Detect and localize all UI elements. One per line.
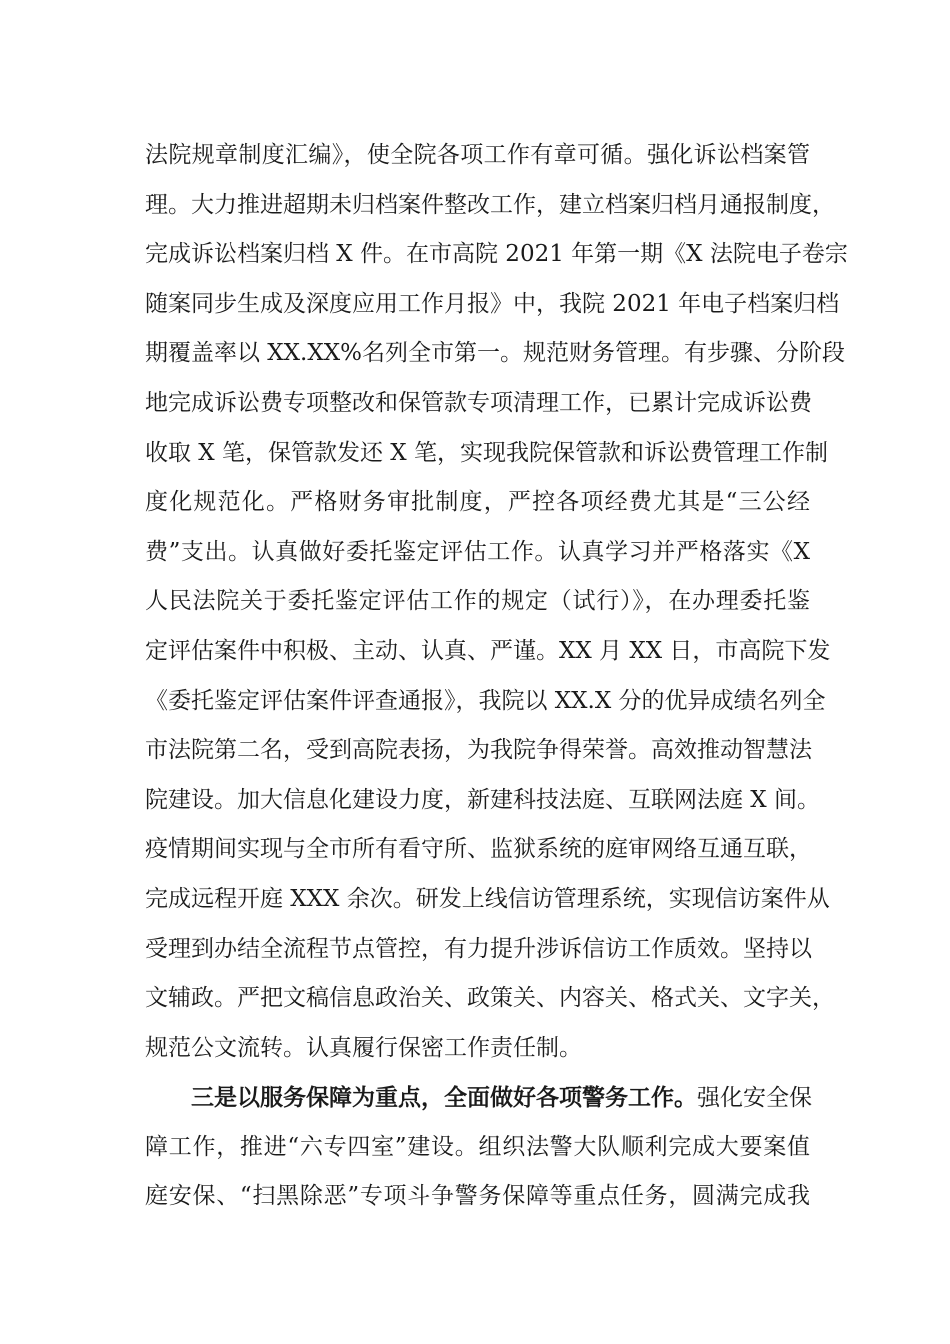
text-line: 费”支出。认真做好委托鉴定评估工作。认真学习并严格落实《X — [145, 538, 810, 565]
text-line: 《委托鉴定评估案件评查通报》，我院以 XX.X 分的优异成绩名列全 — [145, 687, 826, 714]
text-line — [145, 1073, 810, 1123]
text-line: 定评估案件中积极、主动、认真、严谨。XX 月 XX 日，市高院下发 — [145, 637, 831, 664]
text-line: 人民法院关于委托鉴定评估工作的规定（试行）》，在办理委托鉴 — [145, 588, 810, 615]
text-line: 完成远程开庭 XXX 余次。研发上线信访管理系统，实现信访案件从 — [145, 885, 830, 912]
text-line: 疫情期间实现与全市所有看守所、监狱系统的庭审网络互通互联， — [145, 836, 812, 863]
paragraph-text: 强化安全保 — [697, 1085, 812, 1112]
text-line: 市法院第二名，受到高院表扬，为我院争得荣誉。高效推动智慧法 — [145, 737, 812, 764]
text-line: 度化规范化。严格财务审批制度，严控各项经费尤其是“三公经 — [145, 489, 810, 516]
text-line: 期覆盖率以 XX.XX%名列全市第一。规范财务管理。有步骤、分阶段 — [145, 340, 845, 367]
paragraph-1 — [145, 131, 848, 1073]
text-line: 受理到办结全流程节点管控，有力提升涉诉信访工作质效。坚持以 — [145, 935, 812, 962]
paragraph-2 — [145, 1073, 810, 1222]
text-line: 文辅政。严把文稿信息政治关、政策关、内容关、格式关、文字关， — [145, 985, 835, 1012]
text-line: 法院规章制度汇编》，使全院各项工作有章可循。强化诉讼档案管 — [145, 142, 810, 168]
text-line: 收取 X 笔，保管款发还 X 笔，实现我院保管款和诉讼费管理工作制 — [145, 439, 828, 466]
text-line: 完成诉讼档案归档 X 件。在市高院 2021 年第一期《X 法院电子卷宗 — [145, 241, 848, 268]
text-line: 障工作，推进“六专四室”建设。组织法警大队顺利完成大要案值 — [145, 1133, 810, 1160]
text-line: 随案同步生成及深度应用工作月报》中，我院 2021 年电子档案归档 — [145, 290, 840, 317]
text-line: 规范公文流转。认真履行保密工作责任制。 — [145, 1034, 582, 1061]
text-line: 庭安保、“扫黑除恶”专项斗争警务保障等重点任务，圆满完成我 — [145, 1183, 810, 1210]
text-line: 院建设。加大信息化建设力度，新建科技法庭、互联网法庭 X 间。 — [145, 786, 820, 813]
text-line: 地完成诉讼费专项整改和保管款专项清理工作，已累计完成诉讼费 — [145, 389, 812, 416]
text-line: 理。大力推进超期未归档案件整改工作，建立档案归档月通报制度， — [145, 191, 835, 218]
paragraph-heading: 三是以服务保障为重点，全面做好各项警务工作。 — [191, 1084, 697, 1112]
document-body — [145, 131, 848, 1222]
